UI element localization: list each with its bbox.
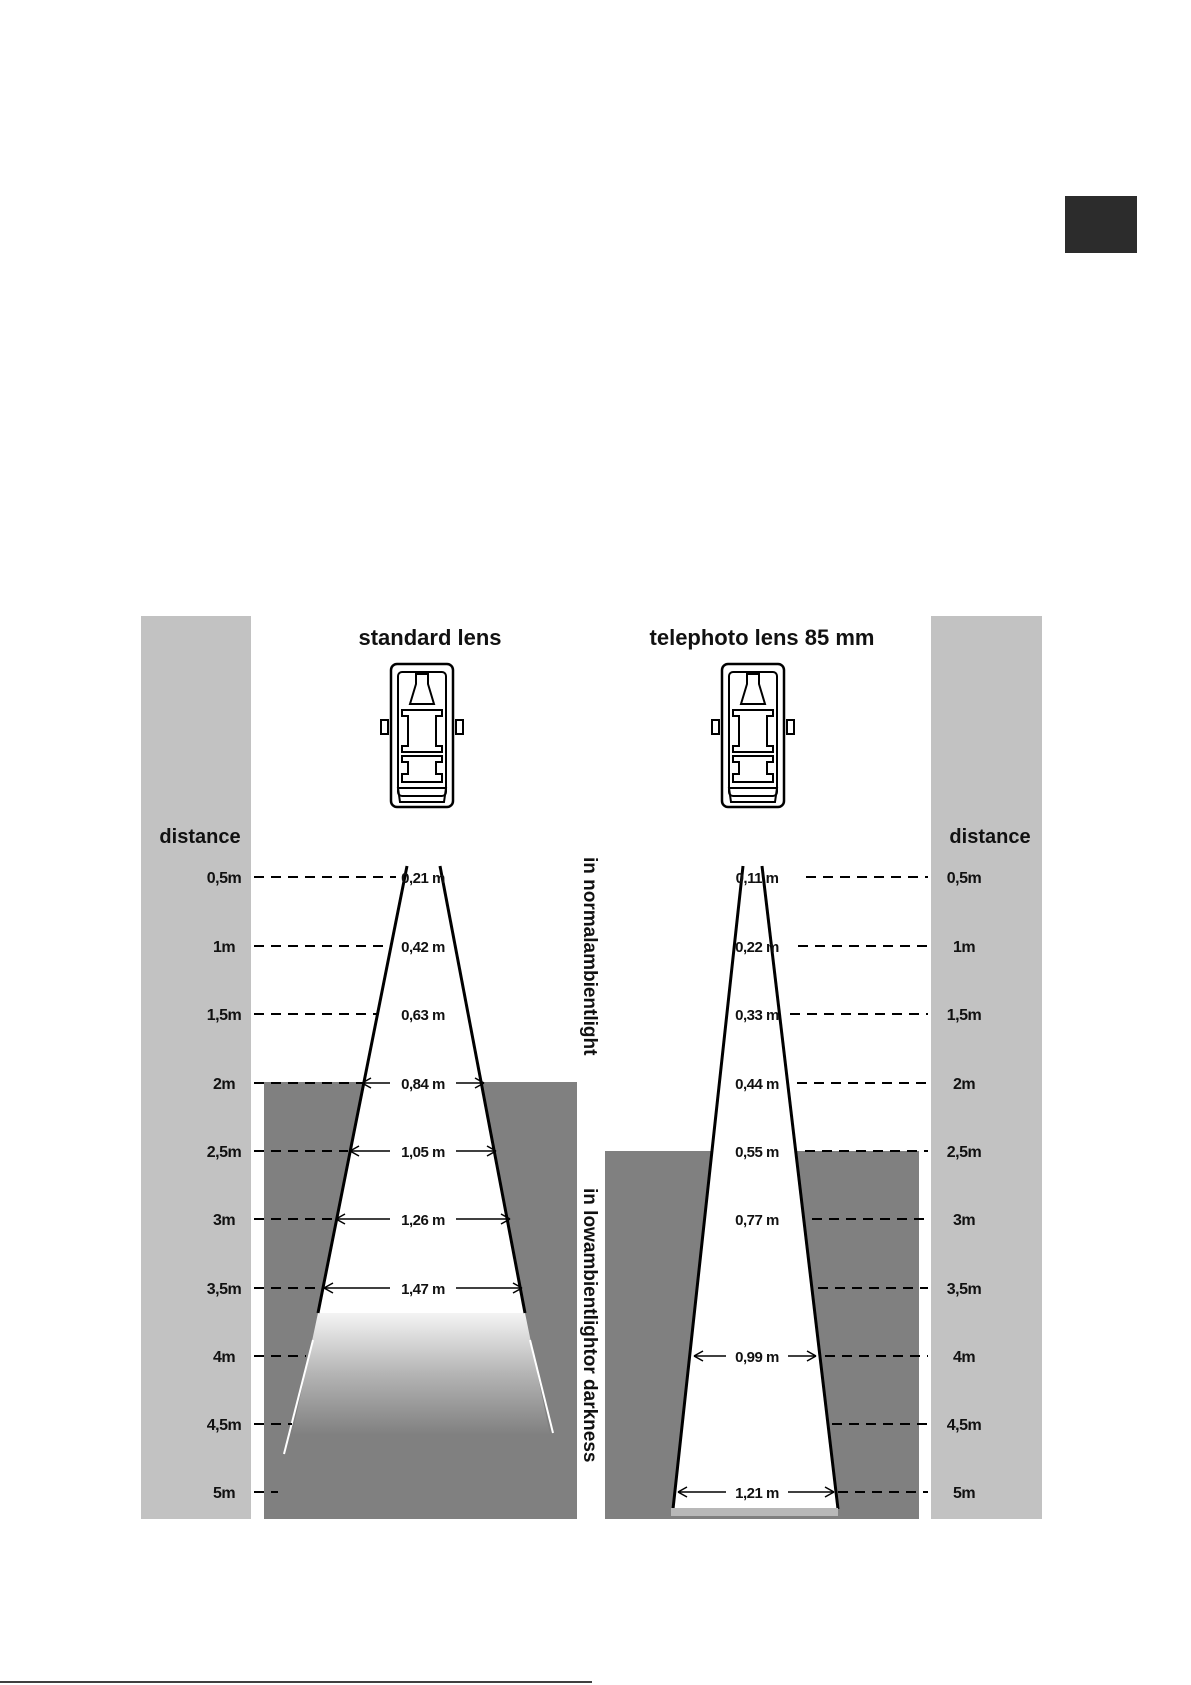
distance-label-right: 0,5m: [946, 870, 982, 887]
telephoto-width-label: 0,11 m: [735, 870, 779, 887]
distance-label-right: 5m: [952, 1485, 976, 1502]
distance-label-left: 1m: [212, 939, 236, 956]
distance-header-left: distance: [159, 826, 241, 848]
standard-width-label: 1,05 m: [401, 1144, 445, 1161]
telephoto-ground-strip: [671, 1508, 838, 1516]
telephoto-width-label: 0,99 m: [735, 1349, 779, 1366]
distance-label-left: 5m: [212, 1485, 236, 1502]
left-distance-column: [141, 616, 251, 1519]
standard-width-label: 0,21 m: [401, 870, 445, 887]
normal-light-zone-label: in normalambientlight: [579, 857, 600, 1056]
distance-label-right: 4m: [952, 1349, 976, 1366]
distance-label-right: 3,5m: [946, 1281, 982, 1298]
distance-label-left: 2m: [212, 1076, 236, 1093]
low-light-zone-label: in lowambientlightor darkness: [579, 1188, 600, 1463]
standard-width-label: 0,84 m: [401, 1076, 445, 1093]
telephoto-width-label: 0,44 m: [735, 1076, 779, 1093]
distance-label-left: 3m: [212, 1212, 236, 1229]
distance-label-left: 4m: [212, 1349, 236, 1366]
distance-label-left: 3,5m: [206, 1281, 242, 1298]
distance-label-right: 3m: [952, 1212, 976, 1229]
distance-label-left: 4,5m: [206, 1417, 242, 1434]
standard-fov-fade: [292, 1313, 550, 1435]
distance-label-left: 2,5m: [206, 1144, 242, 1161]
telephoto-width-label: 1,21 m: [735, 1485, 779, 1502]
distance-label-right: 4,5m: [946, 1417, 982, 1434]
distance-header-right: distance: [949, 826, 1031, 848]
standard-width-label: 0,42 m: [401, 939, 445, 956]
distance-label-right: 2m: [952, 1076, 976, 1093]
distance-label-right: 2,5m: [946, 1144, 982, 1161]
standard-lens-title: standard lens: [358, 625, 502, 650]
car-camera-icon: [712, 664, 794, 807]
right-distance-column: [931, 616, 1042, 1519]
telephoto-lens-title: telephoto lens 85 mm: [649, 625, 875, 650]
distance-label-right: 1m: [952, 939, 976, 956]
telephoto-width-label: 0,77 m: [735, 1212, 779, 1229]
telephoto-width-label: 0,33 m: [735, 1007, 779, 1024]
telephoto-width-label: 0,55 m: [735, 1144, 779, 1161]
standard-width-label: 1,47 m: [401, 1281, 445, 1298]
standard-width-label: 1,26 m: [401, 1212, 445, 1229]
telephoto-width-label: 0,22 m: [735, 939, 779, 956]
car-camera-icon: [381, 664, 463, 807]
distance-label-right: 1,5m: [946, 1007, 982, 1024]
distance-label-left: 1,5m: [206, 1007, 242, 1024]
standard-width-label: 0,63 m: [401, 1007, 445, 1024]
distance-label-left: 0,5m: [206, 870, 242, 887]
